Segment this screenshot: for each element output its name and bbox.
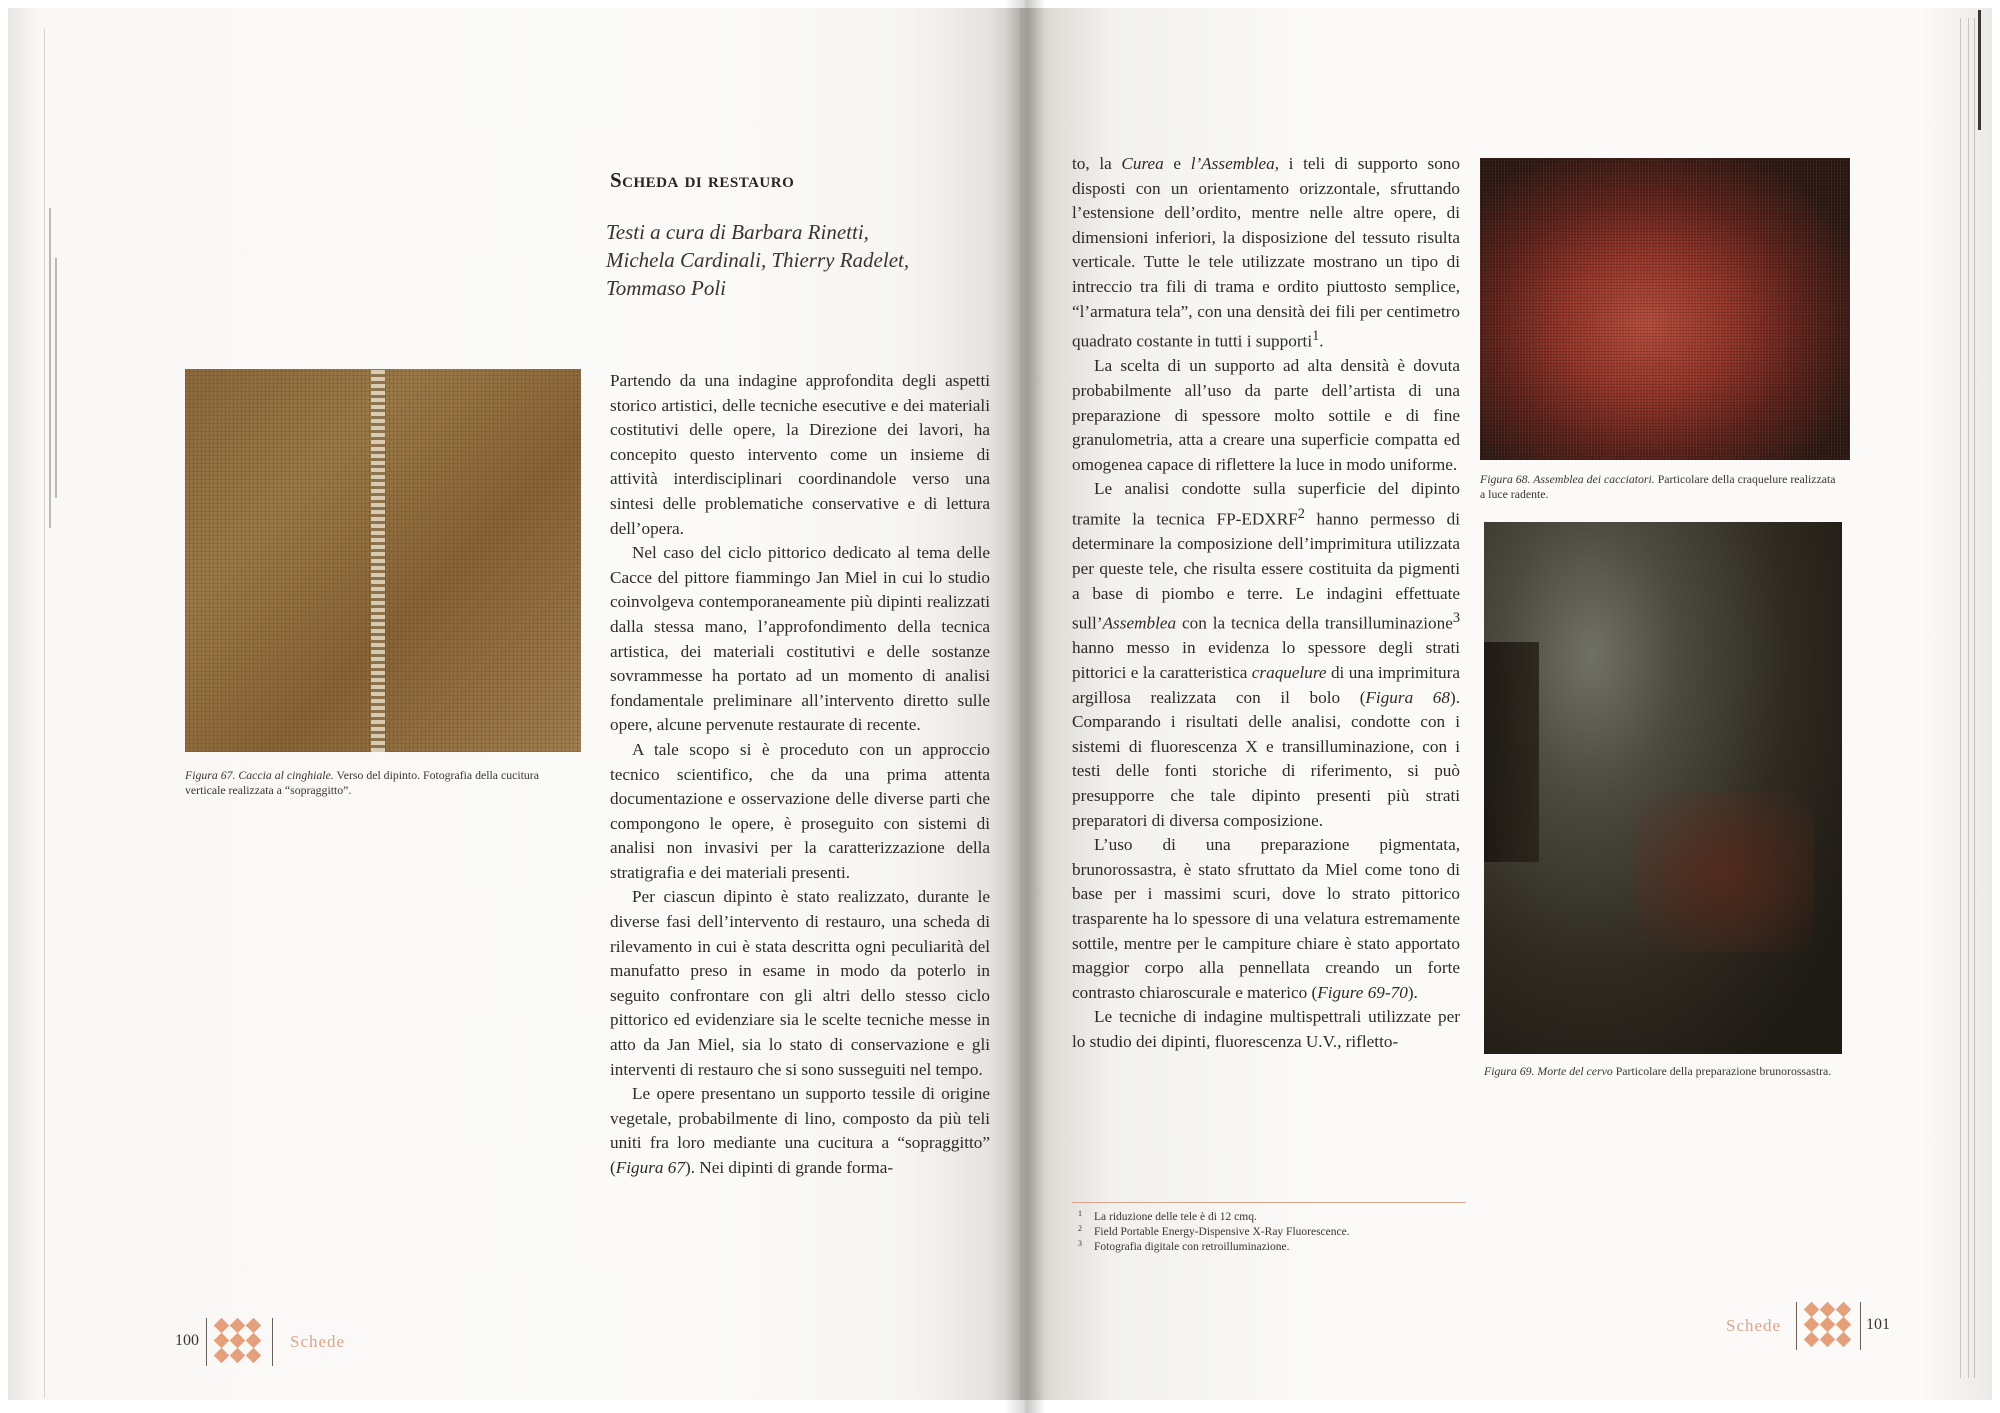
section-label-left: Schede <box>290 1332 346 1351</box>
credits-line: Tommaso Poli <box>606 276 727 300</box>
body-paragraph: Nel caso del ciclo pittorico dedicato al tema delle Cacce del pittore fiammingo Jan Miel in cui lo studio coinvolgeva contemporaneamente più dipinti realizzati dalla stessa mano, l’approfondimento della tecnica artistica, dei materiali costitutivi e delle sostanze sovrammesse ha portato ad un momento di analisi fondamentale preliminare all’intervento diretto sulle opere, alcune pervenute restaurate di recente. <box>610 543 990 735</box>
figure-68-caption <box>1480 472 1840 502</box>
text-run: ). <box>1407 982 1418 1002</box>
caption-label: Figura 68. Assemblea dei cacciatori. <box>1480 472 1655 486</box>
footnote <box>1076 1225 1466 1240</box>
text-run: di una imprimitura argillosa realizzata con il bolo ( <box>1072 663 1461 707</box>
footnote-ref: 1 <box>1312 328 1320 345</box>
text-run: hanno messo in evidenza lo spessore degli strati pittorici e la caratteristica <box>1072 638 1460 683</box>
diamond-ornament-icon <box>1806 1302 1852 1348</box>
body-paragraph <box>610 1082 990 1180</box>
page-number-left: 100 <box>175 1332 199 1349</box>
footnote-number: 3 <box>1078 1239 1082 1248</box>
footnote-text: Fotografia digitale con retroilluminazione. <box>1094 1241 1290 1253</box>
text-run: hanno permesso di determinare la composizione dell’imprimitura utilizzata per queste tele, che risulta essere costituita da pigmenti a base di piombo e terre. Le indagini effettuate sull’ <box>1072 509 1460 633</box>
page-edges-left <box>44 28 67 1398</box>
text-run: i teli di supporto sono disposti con un orientamento orizzontale, sfruttando l’estensione dell’ordito, mentre nelle altre opere, di dimensioni inferiori, la disposizione del tessuto risulta verticale. Tutte le tele utilizzate mostrano un tipo di intreccio tra fili di trama e ordito piuttosto semplice, “l’armatura tela”, con una densità dei fili per centimetro quadrato costante in tutti i supporti <box>1072 154 1460 351</box>
text-run: ). Nei dipinti di grande forma- <box>684 1158 894 1177</box>
footnote <box>1076 1240 1466 1255</box>
left-text-column <box>610 369 990 1181</box>
text-run: e <box>1163 154 1191 173</box>
body-paragraph: Partendo da una indagine approfondita degli aspetti storico artistici, delle tecniche esecutive e dei materiali costitutivi delle opere, la Direzione dei lavori, ha concepito questo intervento come un insieme di attività interdisciplinari coordinandole verso una sintesi delle problematiche conservative e di lettura dell’opera. <box>610 371 990 538</box>
body-paragraph <box>1072 833 1460 1005</box>
footnote <box>1076 1210 1466 1225</box>
text-run: Le opere presentano un supporto tessile di origine vegetale, probabilmente di lino, composto da più teli uniti fra loro mediante una cucitura a “sopraggitto” ( <box>610 1084 990 1177</box>
warm-tone-area <box>1634 792 1814 952</box>
book-gutter-shadow <box>1005 0 1045 1413</box>
folio-divider <box>206 1318 207 1366</box>
footnote-ref: 2 <box>1297 506 1305 523</box>
diamond-ornament-icon <box>216 1318 262 1364</box>
figure-69-caption <box>1484 1064 1844 1079</box>
body-paragraph: Per ciascun dipinto è stato realizzato, durante le diverse fasi dell’intervento di restauro, una scheda di rilevamento in cui è stata descritta ogni peculiarità del manufatto preso in esame in modo da poterlo in seguito confrontare con gli altri dello stesso ciclo pittorico ed evidenziare sia le scelte tecniche messe in atto da Jan Miel, sia lo stato di conservazione e gli interventi di restauro che si sono susseguiti nel tempo. <box>610 887 990 1079</box>
text-run: con la tecnica della transilluminazione <box>1176 613 1453 633</box>
figure-ref: Figure 69-70 <box>1317 982 1408 1002</box>
right-text-column <box>1072 152 1460 1055</box>
text-run: . <box>1319 331 1324 351</box>
body-paragraph: Le tecniche di indagine multispettrali utilizzate per lo studio dei dipinti, fluorescenza U.V., rifletto- <box>1072 1007 1460 1051</box>
figure-67-caption <box>185 768 545 798</box>
footnotes <box>1076 1210 1466 1255</box>
body-paragraph: A tale scopo si è proceduto con un approccio tecnico scientifico, che da una prima attenta documentazione e osservazione delle diverse parti che compongono le opere, è proseguito con sistemi di analisi non invasivi per la caratterizzazione della stratigrafia e dei materiali presenti. <box>610 739 990 882</box>
caption-label: Figura 67. Caccia al cinghiale. <box>185 768 334 782</box>
text-run: to, la <box>1072 154 1122 173</box>
section-label-right: Schede <box>1726 1316 1782 1335</box>
folio-divider <box>1796 1302 1797 1350</box>
canvas-seam <box>371 369 385 752</box>
page-edges-right <box>1952 10 1992 1390</box>
text-run: ). Comparando i risultati delle analisi, condotte con i sistemi di fluorescenza X e transilluminazione, con i testi delle fonti storiche di riferimento, si può presupporre che tale dipinto presenti più strati preparatori di diversa composizione. <box>1072 687 1460 830</box>
footnote-text: La riduzione delle tele è di 12 cmq. <box>1094 1211 1257 1223</box>
section-heading: Scheda di restauro <box>610 168 795 192</box>
text-run: Assemblea <box>1102 613 1177 633</box>
credits-line: Testi a cura di Barbara Rinetti, <box>606 220 869 244</box>
body-paragraph <box>1072 152 1460 354</box>
footnote-number: 1 <box>1078 1209 1082 1218</box>
footnote-text: Field Portable Energy-Dispensive X-Ray Fluorescence. <box>1094 1226 1350 1238</box>
text-run: l’Assemblea, <box>1190 154 1279 173</box>
figure-ref: Figura 67 <box>615 1158 685 1177</box>
text-run: L’uso di una preparazione pigmentata, brunorossastra, è stato sfruttato da Miel come tono di base per i massimi scuri, dove lo strato pittorico trasparente ha lo spessore di una velatura estremamente sottile, mentre per le campiture chiare è stato apportato maggior corpo alla pennellata creando un forte contrasto chiaroscurale e materico ( <box>1072 835 1460 1002</box>
tree-silhouette <box>1484 642 1539 862</box>
caption-text: Particolare della preparazione brunorossastra. <box>1612 1064 1832 1078</box>
footnote-number: 2 <box>1078 1224 1082 1233</box>
figure-68-photo <box>1480 158 1850 460</box>
credits-line: Michela Cardinali, Thierry Radelet, <box>606 248 910 272</box>
figure-69-photo <box>1484 522 1842 1054</box>
caption-text: Particolare della craquelure realizzata a luce radente. <box>1480 472 1836 501</box>
figure-67-photo <box>185 369 581 752</box>
authors-credits <box>606 218 936 302</box>
caption-label: Figura 69. Morte del cervo <box>1484 1064 1613 1078</box>
text-run: Curea <box>1121 154 1164 173</box>
body-paragraph: La scelta di un supporto ad alta densità è dovuta probabilmente all’uso da parte dell’artista di una preparazione di spessore molto sottile e di fine granulometria, atta a creare una superficie compatta ed omogenea capace di riflettere la luce in modo uniforme. <box>1072 356 1460 474</box>
text-run: craquelure <box>1251 663 1327 683</box>
footnote-rule <box>1072 1202 1466 1203</box>
folio-divider <box>1860 1302 1861 1350</box>
folio-divider <box>272 1318 273 1366</box>
page-number-right: 101 <box>1866 1316 1890 1333</box>
body-paragraph <box>1072 477 1460 833</box>
figure-ref: Figura 68 <box>1365 687 1450 707</box>
text-run: Le analisi condotte sulla superficie del dipinto tramite la tecnica FP-EDXRF <box>1072 479 1460 529</box>
footnote-ref: 3 <box>1452 610 1460 627</box>
caption-text: Verso del dipinto. Fotografia della cucitura verticale realizzata a “sopraggitto”. <box>185 768 539 797</box>
